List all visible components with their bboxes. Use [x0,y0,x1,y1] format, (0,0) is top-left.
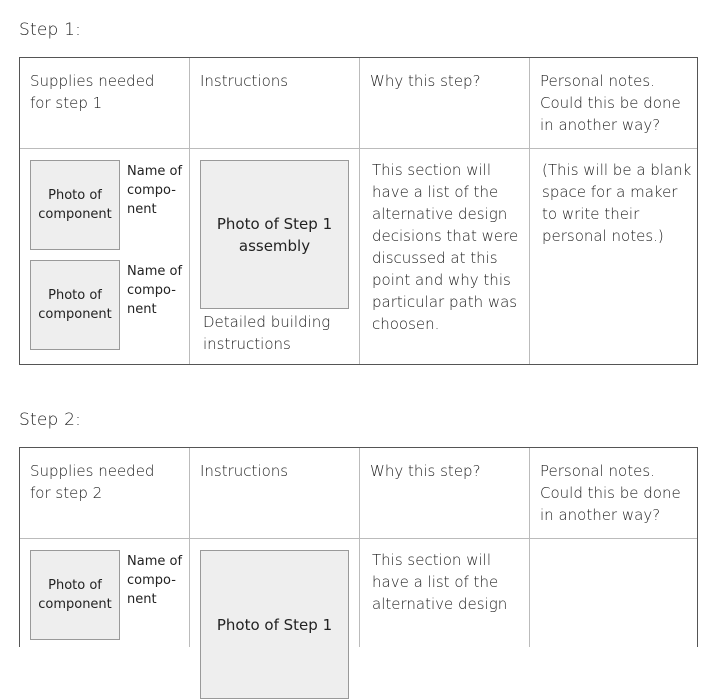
instructions-header: Instructions [200,462,289,480]
column-divider [529,448,530,647]
column-divider [529,58,530,364]
step-1-table [19,57,698,365]
supplies-header: Supplies needed for step 2 [30,462,155,502]
component-name: Name of compo-nent [127,164,183,217]
row-divider [20,538,697,539]
step-1-title: Step 1: [19,20,82,40]
row-divider [20,148,697,149]
assembly-photo-label: Photo of Step 1 assembly [216,214,333,255]
component-photo-label: Photo of component [38,288,112,322]
column-divider [189,58,190,364]
component-photo [30,550,120,640]
component-photo-label: Photo of component [38,188,112,222]
component-name: Name of compo-nent [127,554,183,607]
component-photo-label: Photo of component [38,578,112,612]
step-2-table [19,447,698,647]
column-divider [189,448,190,647]
supplies-header: Supplies needed for step 1 [30,72,155,112]
column-divider [359,448,360,647]
component-photo [30,260,120,350]
notes-header: Personal notes. Could this be done in another way? [540,72,681,134]
why-description: This section will have a list of the alternative design [372,551,508,613]
why-header: Why this step? [370,462,481,480]
component-photo [30,160,120,250]
personal-notes-placeholder: (This will be a blank space for a maker to write their personal notes.) [542,161,692,245]
detailed-instructions: Detailed building instructions [203,313,331,353]
notes-header: Personal notes. Could this be done in another way? [540,462,681,524]
why-header: Why this step? [370,72,481,90]
instructions-header: Instructions [200,72,289,90]
step-2-title: Step 2: [19,410,82,430]
assembly-photo [200,160,349,309]
column-divider [359,58,360,364]
why-description: This section will have a list of the alternative design decisions that were discussed at this point and why this particular path was choosen. [372,161,519,333]
component-name: Name of compo-nent [127,264,183,317]
assembly-photo [200,550,349,699]
assembly-photo-label: Photo of Step 1 [216,615,333,634]
